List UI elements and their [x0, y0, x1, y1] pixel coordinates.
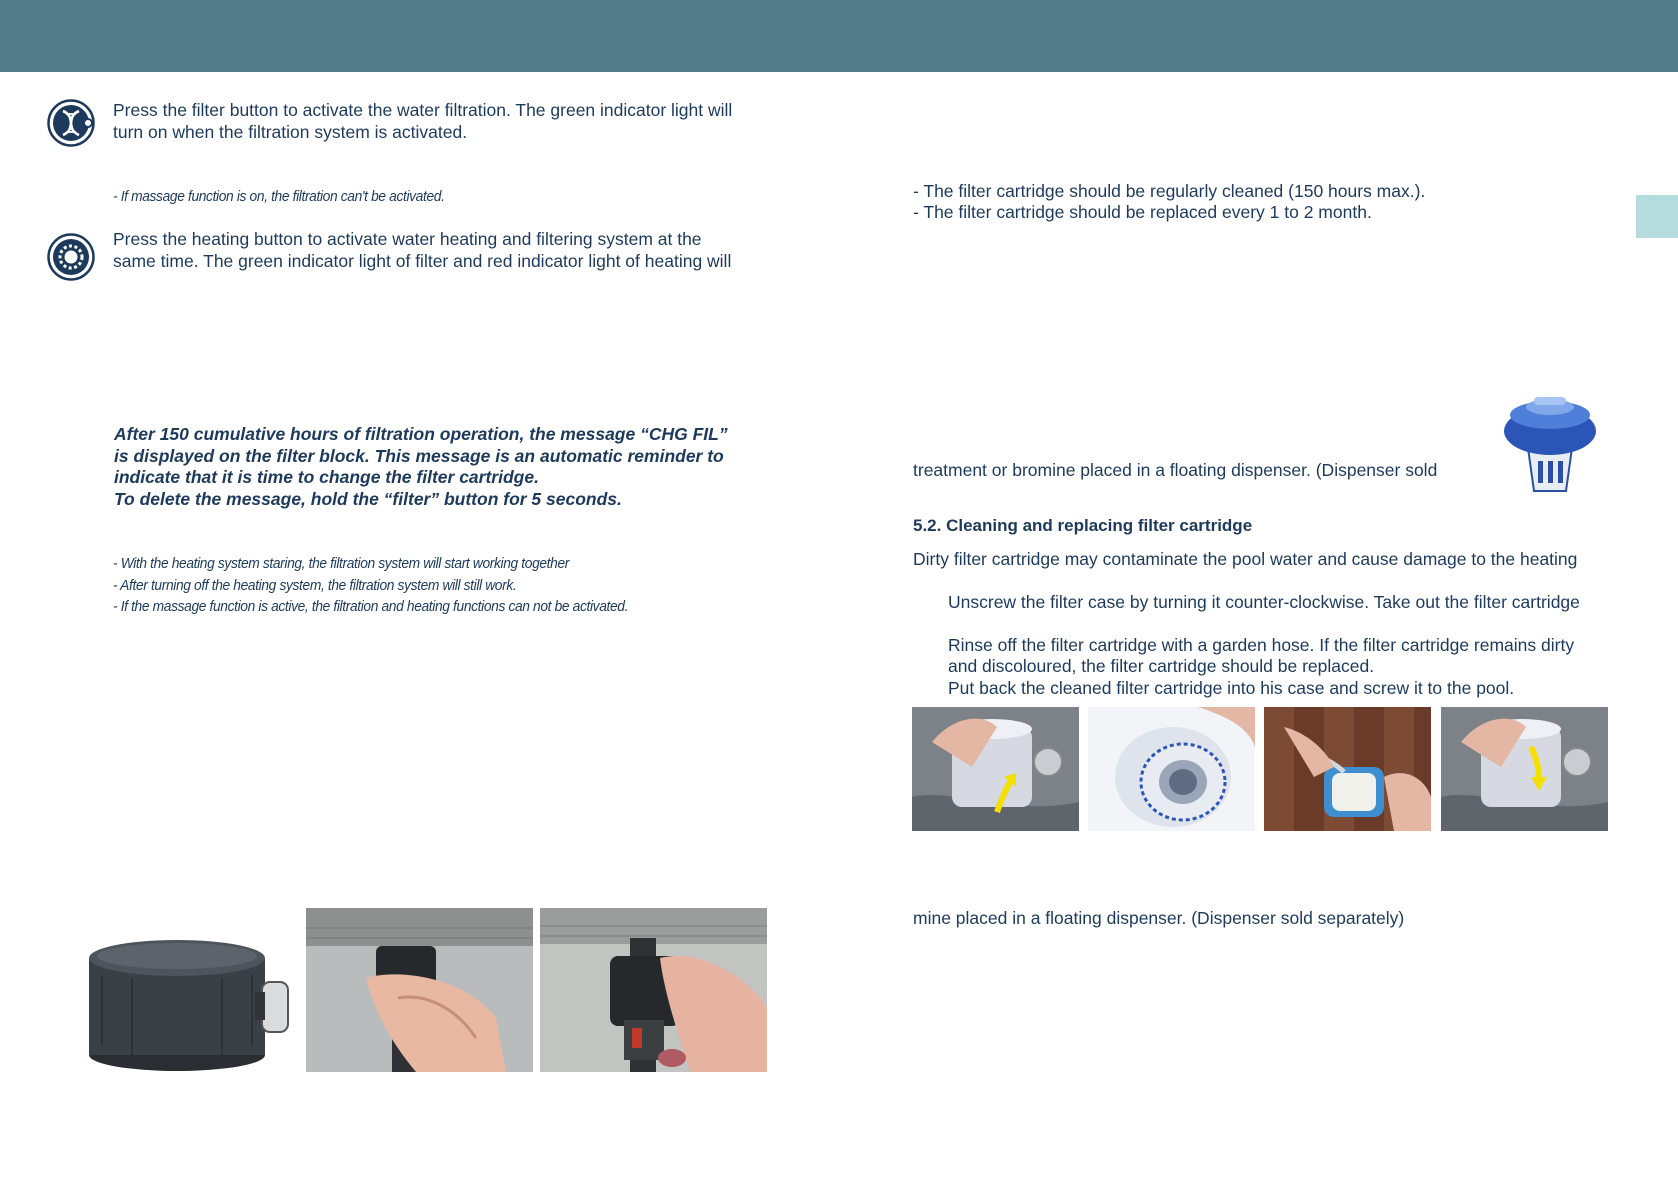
- reminder-line-1: After 150 cumulative hours of filtration operation, the message “CHG FIL”: [114, 424, 728, 444]
- rinse-text-line-1: Rinse off the filter cartridge with a garden hose. If the filter cartridge remains dirty: [948, 635, 1575, 655]
- side-tab-marker: [1636, 195, 1678, 238]
- reminder-line-3: indicate that it is time to change the filter cartridge.: [114, 467, 539, 487]
- heating-note-3: - If the massage function is active, the filtration and heating functions can not be activated.: [113, 598, 629, 615]
- buckle-photo-2: [540, 908, 767, 1072]
- bottom-text: mine placed in a floating dispenser. (Dispenser sold separately): [913, 908, 1405, 928]
- floating-dispenser-image: [1500, 393, 1600, 495]
- heating-note-2: - After turning off the heating system, the filtration system will still work.: [113, 577, 517, 594]
- heating-text-line-2: same time. The green indicator light of filter and red indicator light of heating will: [113, 251, 732, 271]
- buckle-photo-1: [306, 908, 533, 1072]
- step-photo-unscrew: [912, 707, 1079, 831]
- heating-icon: [47, 233, 95, 281]
- dispenser-text: treatment or bromine placed in a floating dispenser. (Dispenser sold: [913, 460, 1438, 480]
- heating-text-line-1: Press the heating button to activate water heating and filtering system at the: [113, 229, 702, 249]
- heating-note-1: - With the heating system staring, the filtration system will start working together: [113, 555, 570, 572]
- filter-text-line-1: Press the filter button to activate the water filtration. The green indicator light will: [113, 100, 733, 120]
- unscrew-text: Unscrew the filter case by turning it counter-clockwise. Take out the filter cartridge: [948, 592, 1580, 612]
- cartridge-note-2: - The filter cartridge should be replaced every 1 to 2 month.: [913, 202, 1372, 222]
- reminder-line-2: is displayed on the filter block. This message is an automatic reminder to: [114, 446, 724, 466]
- filter-text-line-2: turn on when the filtration system is activated.: [113, 122, 468, 142]
- rinse-text-line-3: Put back the cleaned filter cartridge into his case and screw it to the pool.: [948, 678, 1515, 698]
- cartridge-note-1: - The filter cartridge should be regularly cleaned (150 hours max.).: [913, 181, 1426, 201]
- spa-tub-image: [72, 930, 297, 1075]
- step-photo-cartridge: [1088, 707, 1255, 831]
- filter-note: - If massage function is on, the filtration can't be activated.: [113, 188, 445, 205]
- dirty-text: Dirty filter cartridge may contaminate the pool water and cause damage to the heating: [913, 549, 1578, 569]
- step-photo-rinse: [1264, 707, 1431, 831]
- section-heading: 5.2. Cleaning and replacing filter cartridge: [913, 516, 1253, 535]
- step-photo-screw: [1441, 707, 1608, 831]
- rinse-text-line-2: and discoloured, the filter cartridge should be replaced.: [948, 656, 1375, 676]
- filter-icon: [47, 99, 95, 147]
- header-bar: [0, 0, 1678, 72]
- reminder-line-4: To delete the message, hold the “filter” button for 5 seconds.: [114, 489, 622, 509]
